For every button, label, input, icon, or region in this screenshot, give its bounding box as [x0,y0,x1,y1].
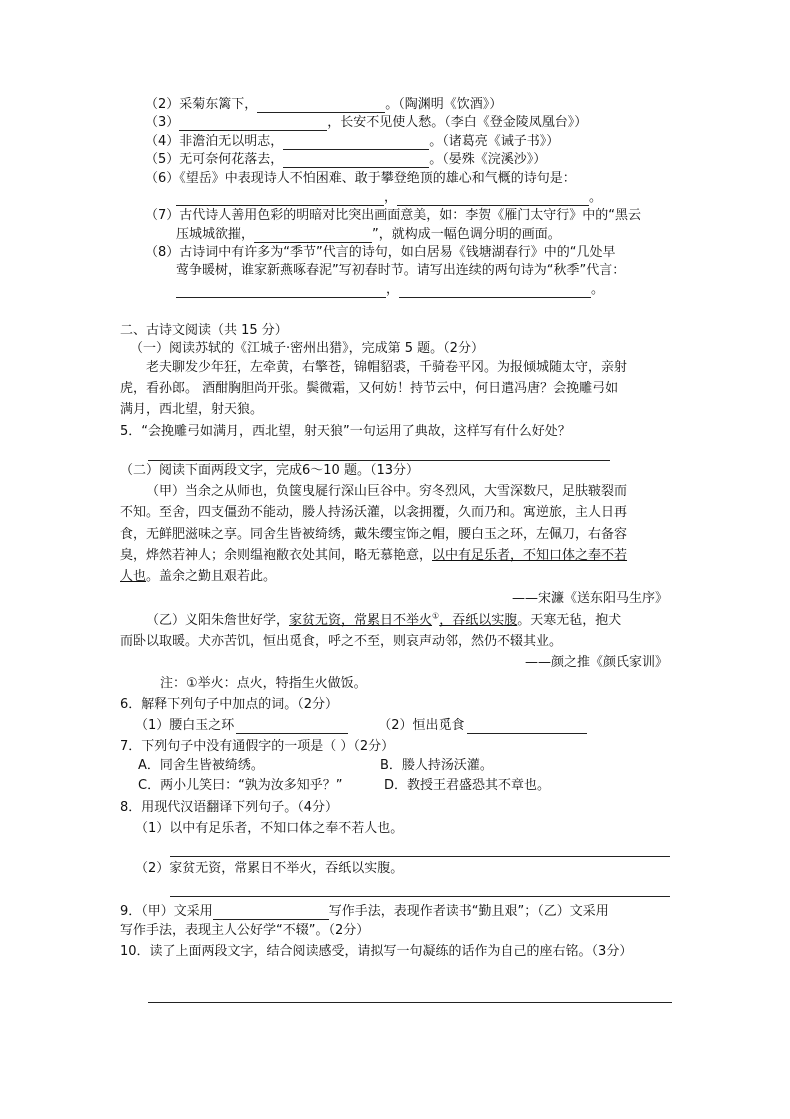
q6-blank-2[interactable] [397,191,589,206]
q8-line-2: 莺争暖树，谁家新燕啄春泥”写初春时节。请写出连续的两句诗为“秋季”代言： [176,263,626,278]
q9-mid: 写作手法，表现作者读书“勤且艰”；（乙）文采用 [328,904,609,919]
q3-prefix: （3） [145,115,180,130]
poem-line-3: 满月，西北望，射天狼。 [120,402,264,417]
yi-line1-text: （乙）义阳朱詹世好学， [146,613,290,628]
q4-blank[interactable] [283,135,429,150]
jia-line-5 [120,569,276,585]
q6-answer-line [176,190,602,206]
q7b-option-d[interactable]: D．教授王君盛恐其不章也。 [384,778,551,793]
jia-line-4 [120,548,627,564]
q7b-question: 7．下列句子中没有通假字的一项是（ ）（2分） [120,739,395,754]
q7-line-1: （7）古代诗人善用色彩的明暗对比突出画面意美，如：李贺《雁门太守行》中的“黑云 [145,208,642,223]
yi-footnote-mark: ① [432,611,440,621]
jia-underlined-sentence: 以中有足乐者，不知口体之奉不若 [432,548,628,563]
yi-source: ——颜之推《颜氏家训》 [524,655,668,670]
q8b-item-1: （1）以中有足乐者，不知口体之奉不若人也。 [135,821,404,836]
q10-question: 10．读了上面两段文字，结合阅读感受，请拟写一句凝练的话作为自己的座右铭。（3分） [120,944,633,959]
q6b-items [135,718,587,734]
q7-blank[interactable] [254,228,372,243]
q6-comma: ， [384,190,398,205]
part1-heading: （一）阅读苏轼的《江城子·密州出猎》，完成第 5 题。（2分） [130,341,484,356]
q5-prefix: （5）无可奈何花落去， [145,152,284,167]
q10-answer-line[interactable] [148,1002,672,1003]
jia-line-3: 食，无鲜肥滋味之享。同舍生皆被绮绣，戴朱缨宝饰之帽，腰白玉之环，左佩刀，右备容 [120,527,628,542]
q8b-question: 8．用现代汉语翻译下列句子。（4分） [120,800,339,815]
q8-line-1: （8）古诗词中有许多为“季节”代言的诗句，如白居易《钱塘湖春行》中的“几处早 [145,245,616,260]
q8-answer-line [176,282,604,298]
jia-line-2: 不知。至舍，四支僵劲不能动，媵人持汤沃灌，以衾拥覆，久而乃和。寓逆旅，主人日再 [120,505,628,520]
q8b-answer-line-1[interactable] [170,856,670,857]
q8-comma: ， [386,282,400,297]
poem-line-1: 老夫聊发少年狂，左牵黄，右擎苍，锦帽貂裘，千骑卷平冈。为报倾城随太守，亲射 [146,360,628,375]
q5-answer-line[interactable] [148,460,610,461]
q2-blank[interactable] [257,98,385,113]
yi-underlined-1: 家贫无资，常累日不举火 [289,613,433,628]
q6b-item-2: （2）恒出觅食 [378,718,465,733]
q2-suffix: 。（陶渊明《饮酒》） [385,97,503,112]
q5-blank[interactable] [283,153,429,168]
q7-line2-prefix: 压城城欲摧， [176,227,255,242]
q9-line-1 [120,904,609,920]
q8-blank-1[interactable] [176,283,386,298]
q7-line-2 [176,227,561,243]
q4-suffix: 。（诸葛亮《诫子书》） [429,134,560,149]
q2-line [145,97,502,113]
q6b-blank-2[interactable] [467,719,587,734]
q8-period: 。 [591,282,605,297]
q3-line [145,115,587,131]
q6b-question: 6．解释下列句子中加点的词。（2分） [120,697,339,712]
jia-line4-text: 臭，烨然若神人；余则缊袍敝衣处其间，略无慕艳意， [120,548,433,563]
q3-blank[interactable] [179,116,327,131]
part2-heading: （二）阅读下面两段文字，完成6～10 题。（13分） [120,463,419,478]
q8b-item-2: （2）家贫无资，常累日不举火，吞纸以实腹。 [135,861,404,876]
q6-blank-1[interactable] [176,191,384,206]
q6b-blank-1[interactable] [236,719,348,734]
q7b-option-a[interactable]: A．同舍生皆被绮绣。 [138,758,264,773]
jia-source: ——宋濂《送东阳马生序》 [511,591,668,606]
q2-prefix: （2）采菊东篱下， [145,97,258,112]
yi-line-1 [146,613,621,629]
q4-prefix: （4）非澹泊无以明志， [145,134,284,149]
q3-suffix: ，长安不见使人愁。（李白《登金陵凤凰台》） [327,115,588,130]
q5-question: 5．“会挽雕弓如满月，西北望，射天狼”一句运用了典故，这样写有什么好处？ [120,424,571,439]
q6-question: （6）《望岳》中表现诗人不怕困难、敢于攀登绝顶的雄心和气概的诗句是： [145,171,576,186]
q9-blank-1[interactable] [213,905,329,920]
q8-blank-2[interactable] [399,283,591,298]
q6-period: 。 [589,190,603,205]
q9-prefix: 9．（甲）文采用 [120,904,213,919]
yi-line-2: 而卧以取暖。犬亦苦饥，恒出觅食，呼之不至，则哀声动邻，然仍不辍其业。 [120,634,563,649]
q6b-item-1: （1）腰白玉之环 [135,718,235,733]
section2-title: 二、古诗文阅读（共 15 分） [120,323,288,338]
q5-line [145,152,546,168]
q5-suffix: 。（晏殊《浣溪沙》） [429,152,547,167]
footnote: 注：①举火：点火，特指生火做饭。 [160,676,367,691]
yi-underlined-2: ，吞纸以实腹 [439,613,518,628]
jia-underlined-end: 人也 [120,569,147,584]
q9-line2-text: 写作手法，表现主人公好学“不辍”。（2分） [120,923,370,938]
q7-line2-suffix: ”，就构成一幅色调分明的画面。 [372,227,561,242]
q9-line-2 [120,923,369,939]
q4-line [145,134,559,150]
jia-line5-text: 。盖余之勤且艰若此。 [146,569,277,584]
q7b-option-c[interactable]: C．两小儿笑曰：“孰为汝多知乎？” [138,778,343,793]
q7b-option-b[interactable]: B．媵人持汤沃灌。 [380,758,493,773]
q8b-answer-line-2[interactable] [170,896,670,897]
yi-line1-end: 。天寒无毡，抱犬 [517,613,622,628]
jia-line-1: （甲）当余之从师也，负箧曳屣行深山巨谷中。穷冬烈风，大雪深数尺，足肤皲裂而 [146,484,628,499]
poem-line-2: 虎，看孙郎。 酒酣胸胆尚开张。鬓微霜，又何妨！持节云中，何日遣冯唐？会挽雕弓如 [120,381,619,396]
